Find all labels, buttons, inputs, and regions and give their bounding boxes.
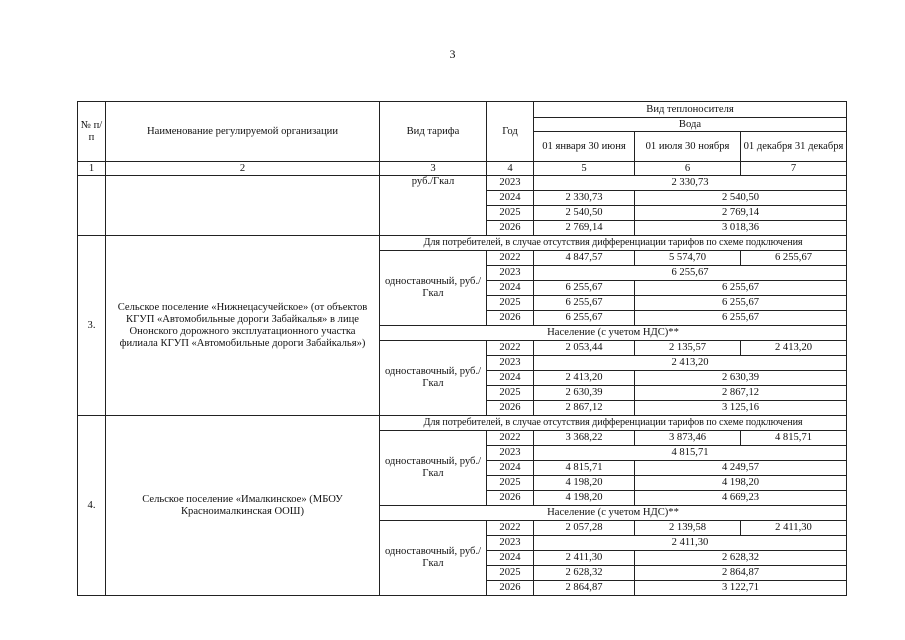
value-cell: 6 255,67 [635, 296, 847, 311]
year-cell: 2024 [487, 371, 534, 386]
value-cell: 2 628,32 [534, 566, 635, 581]
tariff-type-cell: руб./Гкал [380, 176, 487, 236]
year-cell: 2025 [487, 386, 534, 401]
table-row [78, 176, 847, 191]
year-cell: 2025 [487, 476, 534, 491]
year-cell: 2026 [487, 311, 534, 326]
page-number: 3 [449, 47, 456, 61]
num-cell [78, 176, 106, 236]
consumers-note: Для потребителей, в случае отсутствия дифференциации тарифов по схеме подключения [380, 416, 847, 431]
column-number: 5 [534, 162, 635, 176]
column-number: 1 [78, 162, 106, 176]
year-cell: 2025 [487, 206, 534, 221]
header-year: Год [487, 102, 534, 162]
tariff-type-cell: одноставочный, руб./Гкал [380, 521, 487, 596]
value-cell: 2 139,58 [635, 521, 741, 536]
org-name-cell [106, 176, 380, 236]
header-row [78, 102, 847, 118]
value-cell: 6 255,67 [741, 251, 847, 266]
year-cell: 2023 [487, 446, 534, 461]
consumers-note: Для потребителей, в случае отсутствия дифференциации тарифов по схеме подключения [380, 236, 847, 251]
year-cell: 2022 [487, 521, 534, 536]
value-cell: 4 669,23 [635, 491, 847, 506]
value-cell: 6 255,67 [534, 281, 635, 296]
year-cell: 2022 [487, 431, 534, 446]
year-cell: 2022 [487, 341, 534, 356]
population-note: Население (с учетом НДС)** [380, 326, 847, 341]
org-number: 3. [78, 236, 106, 416]
year-cell: 2024 [487, 281, 534, 296]
column-number: 3 [380, 162, 487, 176]
value-cell: 2 630,39 [534, 386, 635, 401]
value-cell: 3 125,16 [635, 401, 847, 416]
org-name: Сельское поселение «Ималкинское» (МБОУ Красноималкинская ООШ) [106, 416, 380, 596]
org-number: 4. [78, 416, 106, 596]
value-cell: 3 873,46 [635, 431, 741, 446]
value-cell: 6 255,67 [534, 296, 635, 311]
value-cell: 4 198,20 [635, 476, 847, 491]
value-cell: 2 135,57 [635, 341, 741, 356]
population-note: Население (с учетом НДС)** [380, 506, 847, 521]
value-cell: 3 018,36 [635, 221, 847, 236]
value-cell: 4 198,20 [534, 491, 635, 506]
value-cell: 6 255,67 [534, 311, 635, 326]
org-name: Сельское поселение «Нижнецасучейское» (от объектов КГУП «Автомобильные дороги Забайкалья» в лице Ононского дорожного эксплуатационного участка филиала КГУП «Автомобильные дороги Забайкалья») [106, 236, 380, 416]
value-cell: 4 249,57 [635, 461, 847, 476]
value-cell: 2 630,39 [635, 371, 847, 386]
value-cell: 4 198,20 [534, 476, 635, 491]
year-cell: 2026 [487, 581, 534, 596]
subheader-row [78, 416, 847, 431]
tariff-table [77, 101, 847, 596]
value-cell: 2 540,50 [534, 206, 635, 221]
year-cell: 2022 [487, 251, 534, 266]
value-cell: 2 411,30 [741, 521, 847, 536]
value-cell: 5 574,70 [635, 251, 741, 266]
value-cell: 2 864,87 [534, 581, 635, 596]
value-cell: 2 540,50 [635, 191, 847, 206]
value-cell: 2 864,87 [635, 566, 847, 581]
value-cell: 2 413,20 [534, 356, 847, 371]
header-tariff-type: Вид тарифа [380, 102, 487, 162]
header-water: Вода [534, 118, 847, 132]
year-cell: 2025 [487, 296, 534, 311]
value-cell: 6 255,67 [534, 266, 847, 281]
year-cell: 2025 [487, 566, 534, 581]
value-cell: 4 815,71 [534, 461, 635, 476]
header-period: 01 июля 30 ноября [635, 132, 741, 162]
value-cell: 2 053,44 [534, 341, 635, 356]
year-cell: 2024 [487, 551, 534, 566]
value-cell: 2 769,14 [635, 206, 847, 221]
value-cell: 6 255,67 [635, 281, 847, 296]
value-cell: 2 769,14 [534, 221, 635, 236]
header-carrier: Вид теплоносителя [534, 102, 847, 118]
year-cell: 2023 [487, 536, 534, 551]
value-cell: 4 815,71 [741, 431, 847, 446]
column-number: 2 [106, 162, 380, 176]
value-cell: 3 368,22 [534, 431, 635, 446]
year-cell: 2026 [487, 221, 534, 236]
value-cell: 2 411,30 [534, 551, 635, 566]
value-cell: 2 057,28 [534, 521, 635, 536]
value-cell: 2 330,73 [534, 176, 847, 191]
value-cell: 2 413,20 [534, 371, 635, 386]
value-cell: 2 413,20 [741, 341, 847, 356]
column-number: 7 [741, 162, 847, 176]
year-cell: 2024 [487, 191, 534, 206]
value-cell: 2 867,12 [534, 401, 635, 416]
value-cell: 2 867,12 [635, 386, 847, 401]
year-cell: 2023 [487, 176, 534, 191]
year-cell: 2026 [487, 491, 534, 506]
header-period: 01 января 30 июня [534, 132, 635, 162]
value-cell: 4 815,71 [534, 446, 847, 461]
tariff-type-cell: одноставочный, руб./Гкал [380, 251, 487, 326]
tariff-type-cell: одноставочный, руб./Гкал [380, 431, 487, 506]
header-period: 01 декабря 31 декабря [741, 132, 847, 162]
column-number: 4 [487, 162, 534, 176]
tariff-type-cell: одноставочный, руб./Гкал [380, 341, 487, 416]
year-cell: 2024 [487, 461, 534, 476]
year-cell: 2023 [487, 266, 534, 281]
value-cell: 4 847,57 [534, 251, 635, 266]
year-cell: 2023 [487, 356, 534, 371]
header-org: Наименование регулируемой организации [106, 102, 380, 162]
value-cell: 2 411,30 [534, 536, 847, 551]
header-num: № п/п [78, 102, 106, 162]
subheader-row [78, 236, 847, 251]
value-cell: 2 628,32 [635, 551, 847, 566]
column-number: 6 [635, 162, 741, 176]
value-cell: 6 255,67 [635, 311, 847, 326]
value-cell: 3 122,71 [635, 581, 847, 596]
column-numbers-row [78, 162, 847, 176]
year-cell: 2026 [487, 401, 534, 416]
value-cell: 2 330,73 [534, 191, 635, 206]
